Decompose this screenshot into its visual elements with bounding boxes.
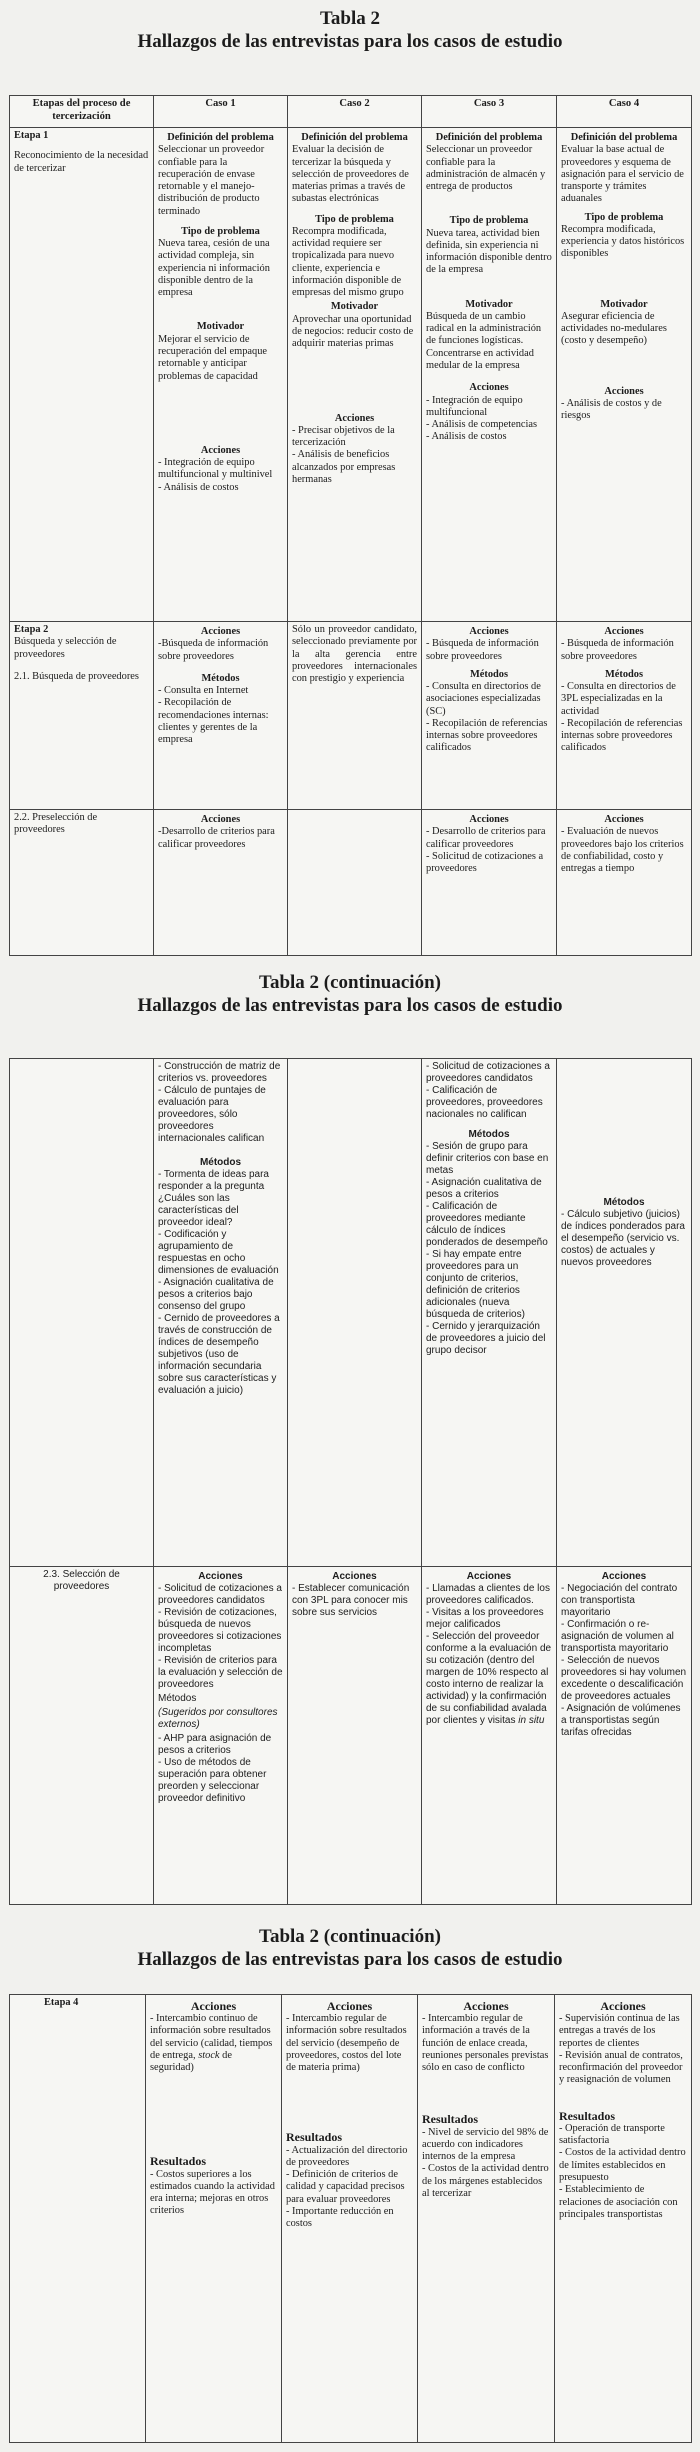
title-line: Tabla 2 (continuación) <box>259 1926 441 1947</box>
heading-motivador: Motivador <box>600 298 648 310</box>
heading-tipo: Tipo de problema <box>449 215 529 227</box>
stage-sub: 2.1. Búsqueda de proveedores <box>14 670 139 682</box>
case1-cell <box>154 622 288 810</box>
case2-definicion: Evaluar la decisión de tercerizar la búsqueda y selección de proveedores de materias primas a través de subastas electrónicas <box>292 144 409 205</box>
heading-tipo: Tipo de problema <box>181 225 260 237</box>
heading-motivador: Motivador <box>196 321 245 333</box>
table-title-2 <box>0 972 700 1018</box>
case3-acciones: - Desarrollo de criterios para calificar proveedores - Solicitud de cotizaciones a proveedores <box>426 826 546 875</box>
heading-acciones: Acciones <box>604 814 644 825</box>
table-row-etapa2 <box>10 622 692 810</box>
case1-cell <box>154 1567 288 1905</box>
heading-acciones: Acciones <box>601 1571 647 1582</box>
header-case3: Caso 3 <box>422 96 557 128</box>
case1-acciones: - Solicitud de cotizaciones a proveedores candidatos - Revisión de cotizaciones, búsqueda de nuevos proveedores si cotizaciones incompletas - Revisión de criterios para la evaluación y selección de proveedores <box>158 1583 283 1690</box>
heading-acciones: Acciones <box>198 1571 243 1582</box>
table-row-seleccion <box>10 1567 692 1905</box>
heading-acciones: Acciones <box>190 1999 237 2013</box>
case4-acciones: - Búsqueda de información sobre proveedores <box>561 638 674 662</box>
case2-cell <box>288 622 422 810</box>
title-line: Tabla 2 (continuación) <box>259 972 441 993</box>
case3-definicion: Seleccionar un proveedor confiable para la administración de almacén y entrega de productos <box>426 144 546 193</box>
case1-tipo: Nueva tarea, cesión de una actividad compleja, sin experiencia ni información disponible dentro de la empresa <box>158 238 270 299</box>
case4-resultados: - Operación de transporte satisfactoria - Costos de la actividad dentro de límites establecidos en presupuesto - Establecimiento de relaciones de asociación con principales transportistas <box>559 2122 686 2220</box>
stage-cell <box>10 1567 154 1905</box>
case3-cell <box>422 622 557 810</box>
case1-cell <box>154 128 288 622</box>
stage-desc: Búsqueda y selección de proveedores <box>14 636 117 660</box>
stage-label: Etapa 2 <box>14 624 49 635</box>
heading-metodos: Métodos <box>201 672 240 684</box>
case2-motivador: Aprovechar una oportunidad de negocios: reducir costo de adquirir materias primas <box>292 313 414 350</box>
header-case1: Caso 1 <box>154 96 288 128</box>
title-line: Tabla 2 <box>319 8 381 29</box>
case4-definicion: Evaluar la base actual de proveedores y esquema de asignación para el servicio de transporte y trámites aduanales <box>561 144 684 205</box>
stage-cell <box>10 1995 146 2443</box>
heading-acciones: Acciones <box>600 1999 646 2013</box>
heading-acciones: Acciones <box>200 814 241 825</box>
case3-acciones: - Intercambio regular de información a través de la función de enlace creada, reuniones personales previstas sólo en caso de conflicto <box>422 2013 549 2074</box>
stage-label: Etapa 1 <box>14 130 49 141</box>
heading-metodos: Métodos <box>604 668 644 680</box>
case3-motivador: Búsqueda de un cambio radical en la administración de funciones logísticas. Concentrarse en actividad medular de la empresa <box>426 310 542 371</box>
heading-acciones: Acciones <box>200 626 241 637</box>
case1-metodos-note: (Sugeridos por consultores externos) <box>158 1707 278 1730</box>
case2-acciones: - Precisar objetivos de la tercerización - Análisis de beneficios alcanzados por empresas hermanas <box>292 424 396 485</box>
case2-cell <box>288 1059 422 1567</box>
heading-acciones: Acciones <box>466 1571 512 1582</box>
heading-definicion: Definición del problema <box>167 132 274 143</box>
heading-definicion: Definición del problema <box>570 132 678 143</box>
case3-cell <box>418 1995 555 2443</box>
heading-resultados: Resultados <box>422 2112 479 2127</box>
heading-resultados: Resultados <box>150 2154 207 2169</box>
heading-definicion: Definición del problema <box>435 132 543 143</box>
heading-acciones: Acciones <box>334 412 375 424</box>
case1-motivador: Mejorar el servicio de recuperación del empaque retornable y anticipar problemas de capacidad <box>158 333 268 382</box>
heading-definicion: Definición del problema <box>301 132 408 143</box>
case3-acciones: - Integración de equipo multifuncional - Análisis de competencias - Análisis de costos <box>426 394 538 443</box>
case1-acciones-end: de seguridad) <box>150 2049 232 2074</box>
heading-acciones: Acciones <box>332 1571 377 1582</box>
heading-acciones: Acciones <box>469 814 509 825</box>
case1-acciones: -Desarrollo de criterios para calificar proveedores <box>158 826 275 850</box>
case4-acciones: - Negociación del contrato con transportista mayoritario - Confirmación o re-asignación de volumen al transportista mayoritario - Selección de nuevos proveedores si hay volumen excedente o descalificación de proveedores actuales - Asignación de volúmenes a transportistas según tarifas ofrecidas <box>561 1583 687 1738</box>
stage-cell <box>10 622 154 810</box>
heading-tipo: Tipo de problema <box>584 211 664 223</box>
stage-sub: 2.3. Selección de proveedores <box>43 1569 120 1592</box>
case2-resultados: - Actualización del directorio de proveedores - Definición de criterios de calidad y capacidad precisos para evaluar proveedores - Importante reducción en costos <box>286 2144 408 2230</box>
heading-acciones: Acciones <box>469 626 509 637</box>
case2-acciones: - Intercambio regular de información sobre resultados del servicio (desempeño de proveedores, costos del lote de materia prima) <box>286 2013 407 2074</box>
subtitle-line: Hallazgos de las entrevistas para los casos de estudio <box>137 994 563 1016</box>
heading-acciones: Acciones <box>604 626 644 637</box>
stage-desc: Reconocimiento de la necesidad de tercerizar <box>14 150 149 174</box>
header-row <box>10 96 692 128</box>
stage-cell <box>10 1059 154 1567</box>
case2-text: Sólo un proveedor candidato, seleccionado previamente por la alta gerencia entre proveedores internacionales con prestigio y experiencia <box>292 624 417 685</box>
subtitle-line: Hallazgos de las entrevistas para los casos de estudio <box>137 30 563 52</box>
heading-resultados: Resultados <box>286 2130 343 2145</box>
stage-label: Etapa 4 <box>44 1997 79 2008</box>
case3-metodos: - Consulta en directorios de asociaciones especializadas (SC) - Recopilación de referencias internas sobre proveedores calificados <box>426 681 548 754</box>
stage-cell <box>10 128 154 622</box>
case3-acciones-text: - Llamadas a clientes de los proveedores calificados. - Visitas a los proveedores mejor calificados - Selección del proveedor conforme a la evaluación de su cotización (dentro del margen de 10% respecto al costo interno de realizar la actividad) y la confirmación de su confiabilidad avalada por clientes y visitas <box>426 1583 552 1726</box>
case4-cell <box>557 1059 692 1567</box>
table-row-etapa4 <box>10 1995 692 2443</box>
case4-motivador: Asegurar eficiencia de actividades no-medulares (costo y desempeño) <box>561 310 667 347</box>
case2-cell <box>288 1567 422 1905</box>
case1-metodos: - Tormenta de ideas para responder a la pregunta ¿Cuáles son las características del proveedor ideal? - Codificación y agrupamiento de respuestas en ocho dimensiones de evaluación - Asignación cualitativa de pesos a criterios bajo consenso del grupo - Cernido de proveedores a través de construcción de índices de desempeño subjetivos (uso de información secundaria sobre sus características y evaluación a juicio) <box>158 1169 280 1396</box>
case1-acciones: - Integración de equipo multifuncional y multinivel - Análisis de costos <box>158 457 273 493</box>
case2-cell <box>288 810 422 956</box>
case1-metodos: - AHP para asignación de pesos a criterios - Uso de métodos de superación para obtener preorden y seleccionar proveedor definitivo <box>158 1733 272 1804</box>
case3-tipo: Nueva tarea, actividad bien definida, sin experiencia ni información disponible dentro de la empresa <box>426 227 552 276</box>
heading-resultados: Resultados <box>559 2108 616 2123</box>
case4-cell <box>557 128 692 622</box>
case1-cell <box>154 810 288 956</box>
case2-cell <box>288 128 422 622</box>
case3-cell <box>422 810 557 956</box>
heading-acciones: Acciones <box>469 382 509 394</box>
header-case2: Caso 2 <box>288 96 422 128</box>
case4-cell <box>557 1567 692 1905</box>
findings-table-part1 <box>9 95 692 956</box>
case4-cell <box>555 1995 692 2443</box>
heading-motivador: Motivador <box>465 298 513 310</box>
table-row-preseleccion <box>10 810 692 956</box>
findings-table-part2 <box>9 1058 692 1905</box>
table-title-3 <box>0 1926 700 1972</box>
case2-tipo: Recompra modificada, actividad requiere ser tropicalizada para nuevo cliente, experiencia e información disponible de empresas del mismo grupo <box>292 225 404 299</box>
case1-acciones: -Búsqueda de información sobre proveedores <box>158 638 269 662</box>
header-stage: Etapas del proceso de tercerización <box>10 96 154 128</box>
table-title-1 <box>0 8 700 54</box>
heading-metodos: Métodos <box>603 1197 645 1208</box>
case4-tipo: Recompra modificada, experiencia y datos históricos disponibles <box>561 223 685 260</box>
heading-acciones: Acciones <box>200 444 241 456</box>
case3-cell <box>422 1059 557 1567</box>
findings-table-part3 <box>9 1994 692 2443</box>
case3-acciones: - Búsqueda de información sobre proveedores <box>426 638 539 662</box>
subtitle-line: Hallazgos de las entrevistas para los casos de estudio <box>137 1948 563 1970</box>
heading-tipo: Tipo de problema <box>315 213 394 225</box>
case1-cell <box>154 1059 288 1567</box>
case4-cell <box>557 622 692 810</box>
table-row-etapa1 <box>10 128 692 622</box>
heading-metodos: Métodos <box>469 668 509 680</box>
case4-acciones: - Análisis de costos y de riesgos <box>561 397 662 422</box>
heading-acciones: Acciones <box>326 1999 373 2013</box>
case3-insitu: in situ <box>518 1715 545 1726</box>
case3-acciones <box>426 1583 552 1727</box>
heading-motivador: Motivador <box>330 301 379 313</box>
heading-metodos: Métodos <box>199 1157 242 1168</box>
case3-metodos: - Sesión de grupo para definir criterios con base en metas - Asignación cualitativa de pesos a criterios - Calificación de proveedores mediante cálculo de índices ponderados de desempeño - Si hay empate entre proveedores para un conjunto de criterios, definición de criterios adicionales (nueva búsqueda de criterios) - Cernido y jerarquización de proveedores a juicio del grupo decisor <box>426 1141 549 1356</box>
case1-acciones: - Construcción de matriz de criterios vs. proveedores - Cálculo de puntajes de evaluación para proveedores, sólo proveedores internacionales califican <box>158 1061 281 1144</box>
heading-acciones: Acciones <box>604 385 644 397</box>
case1-resultados: - Costos superiores a los estimados cuando la actividad era interna; mejoras en otros criterios <box>150 2168 275 2217</box>
stage-sub: 2.2. Preselección de proveedores <box>14 812 98 836</box>
case3-cell <box>422 128 557 622</box>
case2-cell <box>282 1995 418 2443</box>
table-row-preseleccion-cont <box>10 1059 692 1567</box>
case1-acciones <box>150 2013 277 2074</box>
case1-metodos-label: Métodos <box>158 1693 197 1704</box>
case4-cell <box>557 810 692 956</box>
case2-acciones: - Establecer comunicación con 3PL para conocer mis sobre sus servicios <box>292 1583 410 1618</box>
case3-acciones: - Solicitud de cotizaciones a proveedores candidatos - Calificación de proveedores, proveedores nacionales no califican <box>426 1061 550 1120</box>
case1-acciones-text: - Intercambio continuo de información sobre resultados del servicio (calidad, tiempos de entrega, <box>150 2013 273 2061</box>
case3-cell <box>422 1567 557 1905</box>
heading-acciones: Acciones <box>463 1999 509 2013</box>
header-case4: Caso 4 <box>557 96 692 128</box>
case4-acciones: - Supervisión continua de las entregas a través de los reportes de clientes - Revisión anual de contratos, reconfirmación del proveedor y reasignación de volumen <box>559 2013 683 2086</box>
case1-metodos: - Consulta en Internet - Recopilación de recomendaciones internas: clientes y gerentes de la empresa <box>158 685 269 746</box>
case4-acciones: - Evaluación de nuevos proveedores bajo los criterios de confiabilidad, costo y entregas a tiempo <box>561 826 684 875</box>
stage-cell <box>10 810 154 956</box>
case3-resultados: - Nivel de servicio del 98% de acuerdo con indicadores internos de la empresa - Costos de la actividad dentro de los márgenes establecidos al tercerizar <box>422 2126 549 2199</box>
case1-cell <box>146 1995 282 2443</box>
case1-stock: stock <box>198 2049 220 2061</box>
case4-metodos: - Consulta en directorios de 3PL especializadas en la actividad - Recopilación de referencias internas sobre proveedores calificados <box>561 681 683 754</box>
case4-metodos: - Cálculo subjetivo (juicios) de índices ponderados para el desempeño (servicio vs. costos) de actuales y nuevos proveedores <box>561 1209 685 1268</box>
case1-definicion: Seleccionar un proveedor confiable para la recuperación de envase retornable y el manejo-distribución de producto terminado <box>158 144 265 217</box>
heading-metodos: Métodos <box>468 1129 510 1140</box>
